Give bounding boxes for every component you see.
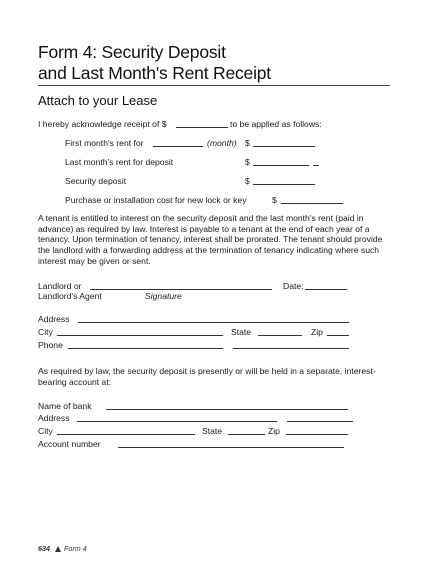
bank-address-label: Address xyxy=(38,413,70,423)
security-deposit-dollar-sign: $ xyxy=(245,176,250,186)
receipt-amount-field[interactable] xyxy=(176,127,228,128)
footer-form-name: Form 4 xyxy=(64,544,87,553)
form-title-line-1: Form 4: Security Deposit xyxy=(38,42,226,62)
receipt-intro-suffix: to be applied as follows: xyxy=(230,119,322,129)
landlord-city-label: City xyxy=(38,327,53,337)
bank-paragraph: As required by law, the security deposit is presently or will be held in a separate, interest-bearing account at: xyxy=(38,366,376,387)
first-month-rent-month-field[interactable] xyxy=(153,146,203,147)
first-month-dollar-sign: $ xyxy=(245,138,250,148)
last-month-rent-label: Last month's rent for deposit xyxy=(65,157,174,167)
bank-state-field[interactable] xyxy=(228,434,265,435)
section-heading: Attach to your Lease xyxy=(38,93,158,108)
bank-state-label: State xyxy=(202,426,223,436)
interest-paragraph: A tenant is entitled to interest on the security deposit and the last month's rent (paid in advance) as required by law. Interest is payable to a tenant at the end of each year of a tenancy. Upon termination of tenancy, interest shall be prorated. The tenant should provide the landlord with a forwarding address at the termination of tenancy indicating where such interest may be given or sent. xyxy=(38,213,383,266)
landlord-phone-label: Phone xyxy=(38,340,63,350)
account-number-label: Account number xyxy=(38,439,101,449)
last-month-rent-extra-field[interactable] xyxy=(313,165,319,166)
landlord-signature-field[interactable] xyxy=(90,289,272,290)
landlord-address-label: Address xyxy=(38,314,70,324)
bank-zip-field[interactable] xyxy=(286,434,348,435)
form-title-line-2: and Last Month's Rent Receipt xyxy=(38,63,271,83)
last-month-dollar-sign: $ xyxy=(245,157,250,167)
bank-city-label: City xyxy=(38,426,53,436)
triangle-icon xyxy=(55,546,61,552)
bank-address-extra-field[interactable] xyxy=(287,421,353,422)
date-field[interactable] xyxy=(305,289,347,290)
signature-hint: Signature xyxy=(145,291,182,301)
account-number-field[interactable] xyxy=(118,447,344,448)
month-hint: (month) xyxy=(207,138,237,148)
landlord-state-label: State xyxy=(231,327,252,337)
bank-name-label: Name of bank xyxy=(38,401,92,411)
first-month-rent-amount-field[interactable] xyxy=(253,146,315,147)
landlords-agent-label: Landlord's Agent xyxy=(38,291,102,301)
bank-city-field[interactable] xyxy=(57,434,195,435)
landlord-phone-field[interactable] xyxy=(68,348,223,349)
first-month-rent-label: First month's rent for xyxy=(65,138,144,148)
landlord-address-field[interactable] xyxy=(78,322,349,323)
landlord-zip-field[interactable] xyxy=(327,335,349,336)
title-divider xyxy=(38,85,390,86)
landlord-state-field[interactable] xyxy=(258,335,302,336)
lock-cost-dollar-sign: $ xyxy=(272,195,277,205)
landlord-label: Landlord or xyxy=(38,281,82,291)
receipt-intro-label: I hereby acknowledge receipt of $ xyxy=(38,119,167,129)
bank-name-field[interactable] xyxy=(106,409,348,410)
lock-cost-amount-field[interactable] xyxy=(281,203,343,204)
security-deposit-amount-field[interactable] xyxy=(253,184,315,185)
landlord-zip-label: Zip xyxy=(311,327,323,337)
bank-zip-label: Zip xyxy=(268,426,280,436)
date-label: Date: xyxy=(283,281,304,291)
lock-cost-label: Purchase or installation cost for new lock or key xyxy=(65,195,247,205)
last-month-rent-amount-field[interactable] xyxy=(253,165,309,166)
page-footer xyxy=(38,544,87,553)
security-deposit-label: Security deposit xyxy=(65,176,127,186)
landlord-phone-alt-field[interactable] xyxy=(233,348,349,349)
landlord-city-field[interactable] xyxy=(57,335,223,336)
bank-address-field[interactable] xyxy=(77,421,277,422)
page-number: 634 xyxy=(38,544,50,553)
